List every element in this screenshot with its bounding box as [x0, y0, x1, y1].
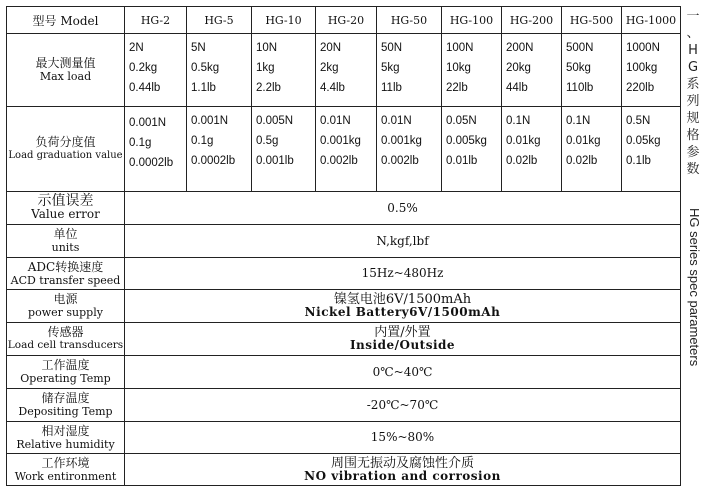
row-value: 0.5%	[125, 192, 681, 225]
graduation-label	[7, 107, 125, 192]
value-line: 500N	[566, 42, 594, 54]
value-cell	[125, 107, 187, 192]
label-zh: 相对湿度	[41, 423, 90, 438]
value-cell	[562, 107, 622, 192]
row-label	[7, 422, 125, 454]
label-en: Value error	[31, 207, 100, 221]
value-en: Nickel Battery6V/1500mAh	[304, 305, 501, 319]
label-en: Load graduation value	[8, 150, 123, 161]
row-value	[125, 290, 681, 323]
model-cell: HG-200	[502, 7, 562, 34]
value-line: 1.1lb	[191, 82, 216, 94]
value-cell	[377, 34, 442, 107]
value-cell	[442, 34, 502, 107]
value-line: 10kg	[446, 62, 471, 74]
value-cell	[187, 34, 252, 107]
label-zh: 示值误差	[37, 193, 94, 209]
value-line: 0.1N	[506, 115, 531, 127]
value-zh: 镍氢电池6V/1500mAh	[333, 292, 472, 307]
spec-row-depositing-temp	[7, 389, 681, 422]
label-en: Work entironment	[14, 469, 117, 483]
value-line: 20kg	[506, 62, 531, 74]
row-label	[7, 389, 125, 422]
spec-row-environment	[7, 454, 681, 486]
label-zh: ADC转换速度	[27, 259, 104, 274]
model-cell: HG-5	[187, 7, 252, 34]
row-value: N,kgf,lbf	[125, 225, 681, 258]
value-line: 100N	[446, 42, 474, 54]
value-cell	[562, 34, 622, 107]
value-cell	[187, 107, 252, 192]
value-line: 0.5g	[256, 135, 279, 147]
value-line: 20N	[320, 42, 342, 54]
model-cell: HG-20	[316, 7, 377, 34]
value-line: 50kg	[566, 62, 591, 74]
value-en: NO vibration and corrosion	[304, 468, 501, 483]
row-label	[7, 323, 125, 356]
model-header: 型号 Model	[7, 7, 125, 34]
side-title-en: HG series spec parameters	[687, 208, 702, 367]
label-en: Relative humidity	[16, 437, 115, 451]
value-line: 0.001lb	[256, 155, 294, 167]
label-zh: 单位	[53, 227, 78, 241]
value-line: 2N	[129, 42, 144, 54]
spec-row-power	[7, 290, 681, 323]
value-line: 11lb	[381, 82, 402, 94]
value-line: 0.002lb	[320, 155, 358, 167]
value-line: 22lb	[446, 82, 468, 94]
value-line: 0.01N	[320, 115, 351, 127]
graduation-row	[7, 107, 681, 192]
label-en: Depositing Temp	[18, 405, 113, 418]
value-line: 1000N	[626, 42, 660, 54]
value-line: 0.1lb	[626, 155, 651, 167]
row-value: 15%~80%	[125, 422, 681, 454]
label-en: Max load	[39, 70, 92, 83]
value-zh: 内置/外置	[374, 325, 431, 340]
row-value	[125, 454, 681, 486]
value-line: 220lb	[626, 82, 655, 94]
model-cell: HG-1000	[622, 7, 681, 34]
value-line: 0.005kg	[446, 135, 487, 147]
row-label	[7, 192, 125, 225]
value-cell	[316, 34, 377, 107]
value-cell	[377, 107, 442, 192]
value-line: 0.001kg	[381, 135, 422, 147]
label-zh: 负荷分度值	[35, 135, 96, 149]
label-en: ACD transfer speed	[10, 273, 121, 287]
value-line: 0.44lb	[129, 82, 161, 94]
value-line: 200N	[506, 42, 534, 54]
row-label	[7, 225, 125, 258]
side-title	[684, 8, 702, 488]
label-zh: 工作环境	[41, 455, 90, 470]
label-zh: 储存温度	[41, 391, 90, 405]
row-label	[7, 290, 125, 323]
model-cell: HG-50	[377, 7, 442, 34]
value-line: 0.2kg	[129, 62, 158, 74]
spec-row-humidity	[7, 422, 681, 454]
value-line: 0.0002lb	[191, 155, 236, 167]
value-en: Inside/Outside	[349, 338, 456, 352]
value-line: 5N	[191, 42, 206, 54]
value-line: 100kg	[626, 62, 658, 74]
value-line: 0.1N	[566, 115, 591, 127]
header-row	[7, 7, 681, 34]
label-en: power supply	[28, 306, 103, 319]
value-line: 0.5kg	[191, 62, 220, 74]
value-line: 1kg	[256, 62, 275, 74]
value-cell	[502, 107, 562, 192]
label-zh: 工作温度	[41, 358, 90, 372]
value-cell	[622, 34, 681, 107]
value-line: 2.2lb	[256, 82, 281, 94]
value-line: 0.05N	[446, 115, 477, 127]
row-label	[7, 258, 125, 290]
value-line: 10N	[256, 42, 278, 54]
row-label	[7, 356, 125, 389]
label-zh: 电源	[53, 292, 78, 306]
value-line: 5kg	[381, 62, 400, 74]
value-cell	[502, 34, 562, 107]
spec-row-adc	[7, 258, 681, 290]
spec-row-value-error	[7, 192, 681, 225]
value-line: 0.001N	[129, 117, 167, 129]
spec-row-units	[7, 225, 681, 258]
value-line: 0.005N	[256, 115, 294, 127]
value-line: 0.002lb	[381, 155, 419, 167]
spec-table	[6, 6, 681, 486]
model-cell: HG-100	[442, 7, 502, 34]
value-line: 44lb	[506, 82, 528, 94]
value-line: 0.02lb	[506, 155, 538, 167]
model-cell: HG-10	[252, 7, 316, 34]
spec-row-operating-temp	[7, 356, 681, 389]
value-line: 0.1g	[129, 137, 152, 149]
value-line: 0.05kg	[626, 135, 661, 147]
value-cell	[316, 107, 377, 192]
value-line: 0.01kg	[566, 135, 601, 147]
side-title-zh: 一 、 H G 系 列 规 格 参 数	[686, 9, 700, 177]
model-cell: HG-500	[562, 7, 622, 34]
value-line: 0.1g	[191, 135, 214, 147]
value-cell	[622, 107, 681, 192]
value-line: 0.5N	[626, 115, 651, 127]
row-value: 15Hz~480Hz	[125, 258, 681, 290]
row-value: -20℃~70℃	[125, 389, 681, 422]
value-line: 0.02lb	[566, 155, 598, 167]
label-en: units	[51, 241, 80, 254]
row-value: 0℃~40℃	[125, 356, 681, 389]
value-line: 4.4lb	[320, 82, 345, 94]
value-zh: 周围无振动及腐蚀性介质	[330, 455, 474, 471]
label-en: Operating Temp	[20, 372, 111, 385]
value-line: 50N	[381, 42, 403, 54]
value-line: 0.01N	[381, 115, 412, 127]
value-line: 0.001kg	[320, 135, 361, 147]
value-line: 2kg	[320, 62, 339, 74]
label-zh: 传感器	[47, 325, 84, 339]
value-cell	[442, 107, 502, 192]
value-line: 0.001N	[191, 115, 229, 127]
value-cell	[125, 34, 187, 107]
max-load-label	[7, 34, 125, 107]
value-cell	[252, 107, 316, 192]
value-line: 0.01lb	[446, 155, 478, 167]
label-en: Load cell transducers	[7, 339, 124, 351]
value-cell	[252, 34, 316, 107]
value-line: 0.0002lb	[129, 157, 174, 169]
max-load-row	[7, 34, 681, 107]
spec-row-transducers	[7, 323, 681, 356]
label-zh: 最大测量值	[35, 56, 96, 70]
value-line: 0.01kg	[506, 135, 541, 147]
model-cell: HG-2	[125, 7, 187, 34]
row-value	[125, 323, 681, 356]
value-line: 110lb	[566, 82, 594, 94]
row-label	[7, 454, 125, 486]
